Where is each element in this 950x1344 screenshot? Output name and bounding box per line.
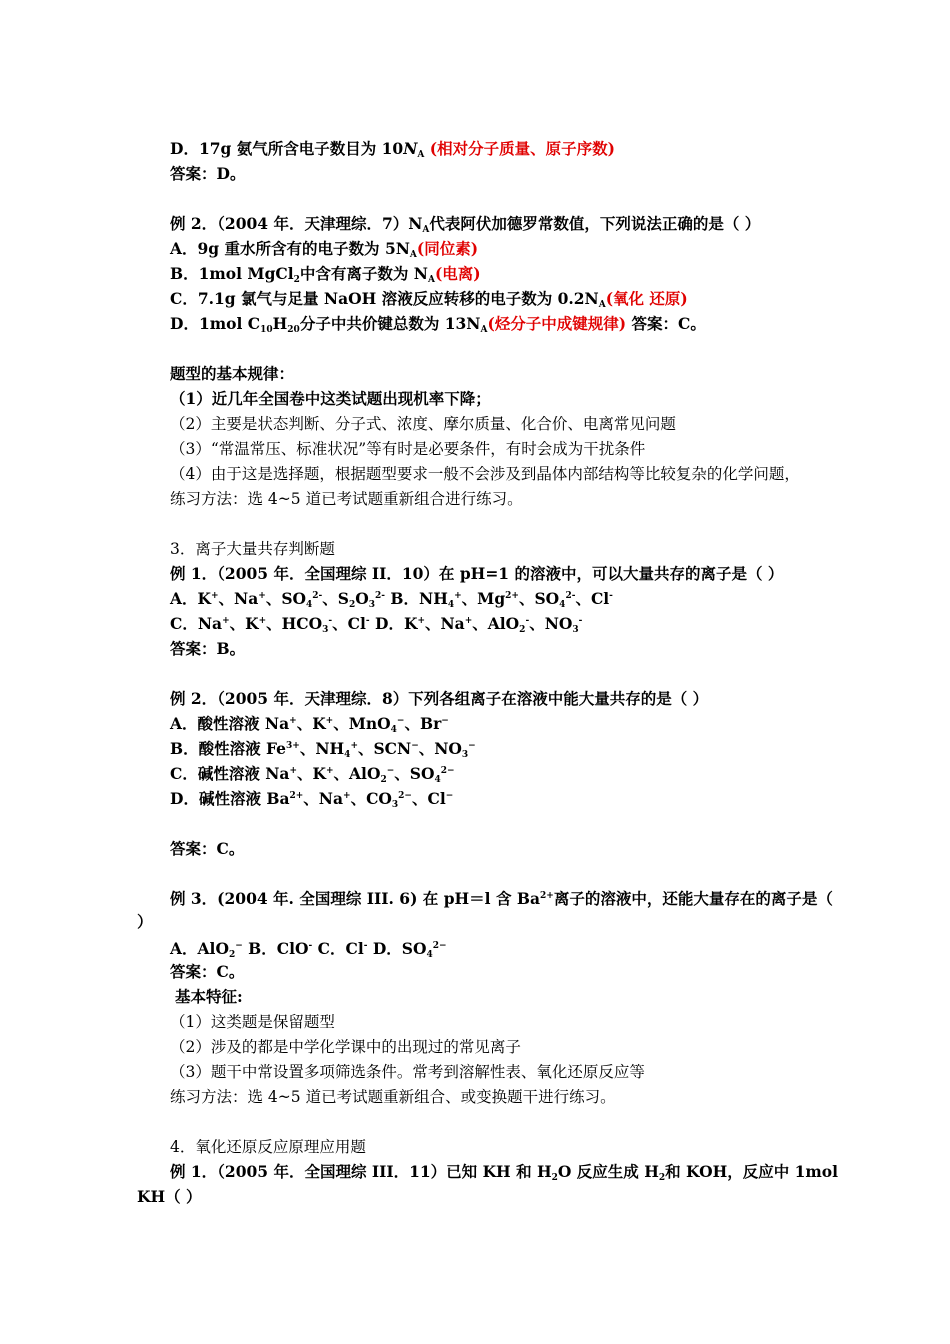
- rule-item: （1）近几年全国卷中这类试题出现机率下降；: [170, 389, 491, 408]
- option-d-line: D．1mol $C_{10}H_{20}$分子中共价键总数为 $13N_A$(烃分子中成键规律) 答案：C。: [170, 314, 706, 335]
- feature-item: （3）题干中常设置多项筛选条件。常考到溶解性表、氧化还原反应等: [170, 1063, 645, 1081]
- option-a-line: A．9g 重水所含有的电子数为 $5N_A$(同位素): [170, 239, 479, 260]
- section-heading: 基本特征:: [175, 987, 243, 1006]
- section-heading: 3．离子大量共存判断题: [170, 540, 335, 558]
- answer-line: 答案：C。: [170, 962, 245, 981]
- example-3-title: 例 3．(2004 年. 全国理综 III. 6) 在 pH＝l 含 $Ba^{2+}$离子的溶液中，还能大量存在的离子是（: [170, 889, 833, 908]
- feature-item: （1）这类题是保留题型: [170, 1013, 335, 1031]
- example-2-title: 例 2．（2004 年．天津理综．$7)N_A$代表阿伏加德罗常数值，下列说法正确的是（ ）: [170, 214, 761, 235]
- practice-method: 练习方法：选 4~5 道已考试题重新组合进行练习。: [170, 490, 523, 508]
- options-line: A．AlO$_2$− B．ClO- C．Cl- D．$SO_4^{2-}$: [170, 939, 447, 960]
- rule-item: （4）由于这是选择题，根据题型要求一般不会涉及到晶体内部结构等比较复杂的化学问题，: [170, 465, 800, 483]
- option-c-line: C．碱性溶液 Na+、K+、AlO$_2$−、$SO_4^{2-}$: [170, 764, 455, 785]
- option-a-line: A．酸性溶液 Na+、K+、MnO$_4$−、Br−: [170, 714, 449, 735]
- answer-line: 答案：D。: [170, 164, 246, 183]
- practice-method: 练习方法：选 4~5 道已考试题重新组合、或变换题干进行练习。: [170, 1088, 616, 1106]
- example-1-title: 例 1．（2005 年．全国理综 II．10）在 pH=1 的溶液中，可以大量共存的离子是（ ）: [170, 564, 784, 583]
- option-d-line: D．碱性溶液 $Ba^{2+}$、Na+、$CO_3^{2-}$、Cl−: [170, 789, 454, 810]
- example-1-title-continuation: KH（ ）: [137, 1187, 202, 1206]
- section-heading: 题型的基本规律：: [170, 364, 295, 383]
- option-b-line: B．酸性溶液 $Fe^{3+}$、$NH_4^+$、SCN−、$NO_3^-$: [170, 739, 476, 760]
- answer-line: 答案：B。: [170, 639, 246, 658]
- option-c-line: C．7.1g 氯气与足量 NaOH 溶液反应转移的电子数为 $0.2N_A$(氧化 还原): [170, 289, 688, 310]
- feature-item: （2）涉及的都是中学化学课中的出现过的常见离子: [170, 1038, 521, 1056]
- rule-item: （2）主要是状态判断、分子式、浓度、摩尔质量、化合价、电离常见问题: [170, 415, 676, 433]
- rule-item: （3）“常温常压、标准状况”等有时是必要条件，有时会成为干扰条件: [170, 440, 646, 458]
- option-d-line: D．17g 氨气所含电子数目为 $10N_A$ (相对分子质量、原子序数): [170, 139, 615, 160]
- option-cd-line: C．Na+、K+、$HCO_3^-$、Cl- D．K+、Na+、AlO$_2$-、$NO_3^-$: [170, 614, 583, 635]
- example-2-title: 例 2．（2005 年．天津理综．8）下列各组离子在溶液中能大量共存的是（ ）: [170, 689, 709, 708]
- option-ab-line: A．K+、Na+、$SO_4^{2-}$、$S_2O_3^{2-}$ B．$NH_4^+$、$Mg^{2+}$、$SO_4^{2-}$、Cl-: [170, 589, 613, 610]
- option-b-line: B．1mol MgCl$_2$中含有离子数为 $N_A$(电离): [170, 264, 481, 285]
- example-3-title-continuation: ）: [137, 912, 153, 931]
- answer-line: 答案：C。: [170, 839, 245, 858]
- section-heading: 4．氧化还原反应原理应用题: [170, 1138, 366, 1156]
- example-1-title: 例 1．（2005 年．全国理综 III．11）已知 KH 和 $H_2O$ 反应生成 $H_2$和 KOH，反应中 1mol: [170, 1162, 839, 1183]
